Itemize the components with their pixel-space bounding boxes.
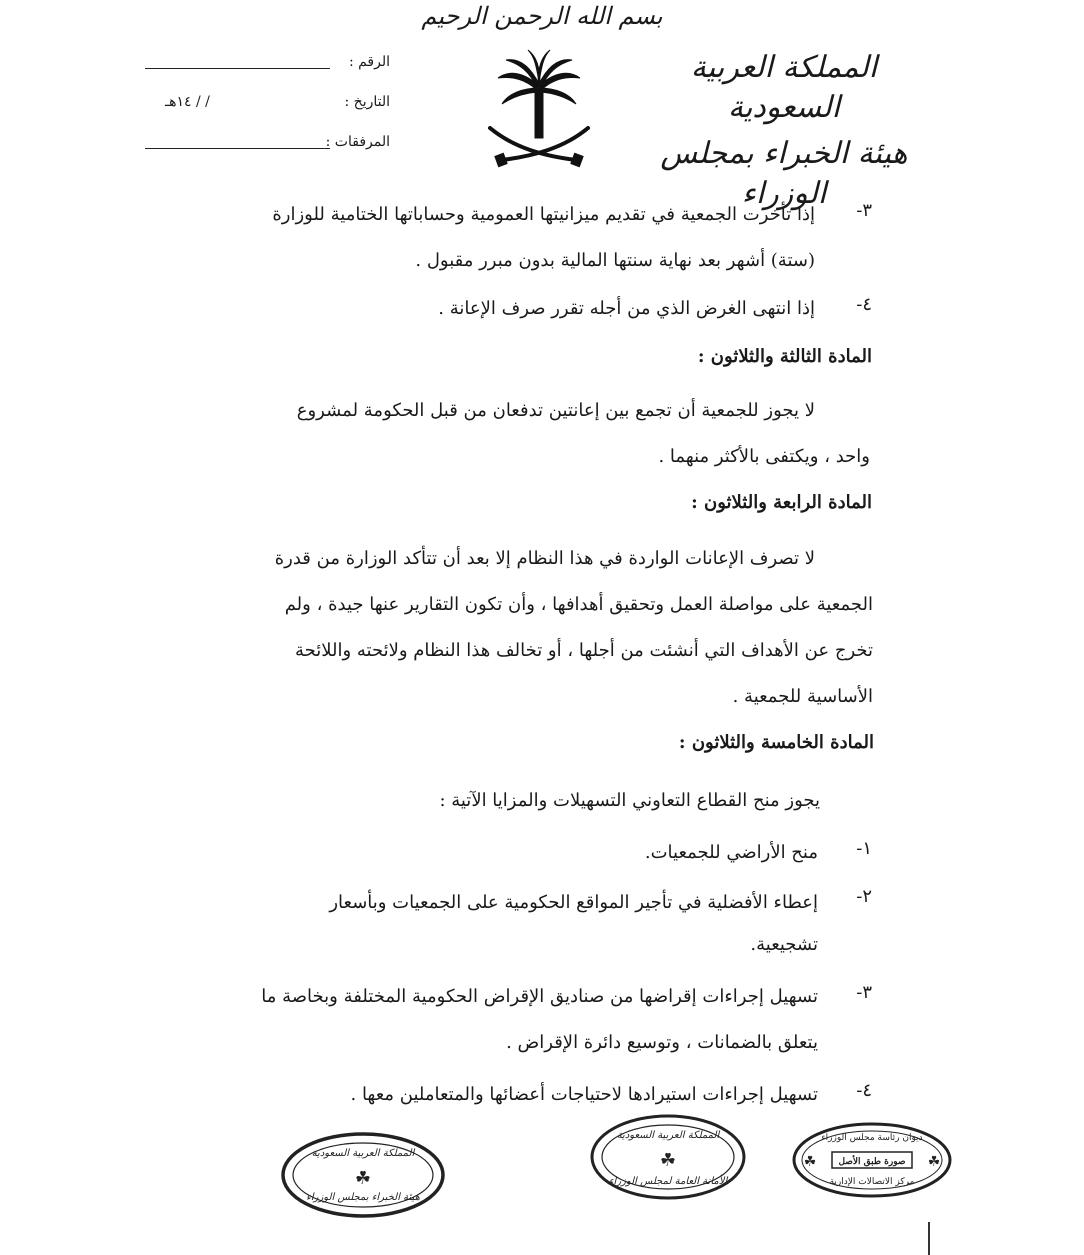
article-33-title: المادة الثالثة والثلاثون : <box>697 346 872 367</box>
organization-header <box>634 48 934 214</box>
list-item: تسهيل إجراءات استيرادها لاحتياجات أعضائها والمتعاملين معها . <box>350 1084 818 1105</box>
list-item-continued: تشجيعية. <box>750 934 818 955</box>
experts-commission-stamp <box>278 1130 448 1220</box>
stamp3-bottom-text: هيئة الخبراء بمجلس الوزراء <box>306 1192 420 1203</box>
list-number: ٣- <box>856 982 872 1003</box>
org-name-line2: هيئة الخبراء بمجلس الوزراء <box>660 136 908 211</box>
list-number: ٣- <box>856 200 872 221</box>
svg-text:☘: ☘ <box>354 1168 372 1189</box>
basmala: بسم الله الرحمن الرحيم <box>421 2 663 30</box>
attachments-line <box>145 148 330 149</box>
list-number: ٤- <box>856 1080 872 1101</box>
official-stamp-copy <box>790 1120 955 1200</box>
stamp1-bottom-text: مركز الاتصالات الإدارية <box>829 1177 915 1187</box>
number-field <box>145 54 390 94</box>
paragraph-line: (ستة) أشهر بعد نهاية سنتها المالية بدون مبرر مقبول . <box>415 250 815 271</box>
date-field <box>145 94 390 134</box>
stamp2-top-text: المملكة العربية السعودية <box>616 1130 720 1141</box>
paragraph-line: إذا تأخرت الجمعية في تقديم ميزانيتها العمومية وحساباتها الختامية للوزارة <box>272 204 815 225</box>
secretariat-stamp <box>588 1112 748 1202</box>
attachments-field <box>145 134 390 174</box>
list-item: إعطاء الأفضلية في تأجير المواقع الحكومية على الجمعيات وبأسعار <box>329 892 818 913</box>
page-edge-mark <box>928 1222 934 1255</box>
svg-text:☘: ☘ <box>659 1150 677 1171</box>
attachments-label: المرفقات : <box>325 134 390 150</box>
paragraph-line: يجوز منح القطاع التعاوني التسهيلات والمزايا الآتية : <box>439 790 820 811</box>
list-item-continued: يتعلق بالضمانات ، وتوسيع دائرة الإقراض . <box>506 1032 818 1053</box>
number-line <box>145 68 330 69</box>
emblem-icon <box>484 48 594 176</box>
stamp1-top-text: ديوان رئاسة مجلس الوزراء <box>821 1133 923 1143</box>
list-item: منح الأراضي للجمعيات. <box>644 842 818 863</box>
list-item: تسهيل إجراءات إقراضها من صناديق الإقراض الحكومية المختلفة وبخاصة ما <box>261 986 818 1007</box>
palm-swords-emblem <box>484 48 594 176</box>
document-meta-fields <box>145 54 390 174</box>
date-label: التاريخ : <box>344 94 390 110</box>
list-number: ٢- <box>856 886 872 907</box>
article-34-title: المادة الرابعة والثلاثون : <box>691 492 872 513</box>
paragraph-line: تخرج عن الأهداف التي أنشئت من أجلها ، أو تخالف هذا النظام ولائحته واللائحة <box>294 640 873 661</box>
number-label: الرقم : <box>348 54 390 70</box>
paragraph-line: واحد ، ويكتفى بالأكثر منهما . <box>658 446 870 467</box>
svg-text:☘: ☘ <box>927 1154 941 1170</box>
paragraph-line: الجمعية على مواصلة العمل وتحقيق أهدافها ، وأن تكون التقارير عنها جيدة ، ولم <box>284 594 873 615</box>
paragraph-line: إذا انتهى الغرض الذي من أجله تقرر صرف الإعانة . <box>438 298 815 319</box>
article-35-title: المادة الخامسة والثلاثون : <box>678 732 874 753</box>
svg-text:☘: ☘ <box>803 1154 817 1170</box>
list-number: ٤- <box>856 294 872 315</box>
paragraph-line: لا تصرف الإعانات الواردة في هذا النظام إلا بعد أن تتأكد الوزارة من قدرة <box>274 548 815 569</box>
list-number: ١- <box>856 838 872 859</box>
paragraph-line: الأساسية للجمعية . <box>732 686 873 707</box>
org-name-line1: المملكة العربية السعودية <box>690 50 878 125</box>
stamp1-mid-text: صورة طبق الأصل <box>838 1157 906 1167</box>
stamp3-top-text: المملكة العربية السعودية <box>311 1148 415 1159</box>
date-value: / / ١٤هـ <box>165 94 210 110</box>
stamp2-bottom-text: الأمانة العامة لمجلس الوزراء <box>608 1176 728 1187</box>
paragraph-line: لا يجوز للجمعية أن تجمع بين إعانتين تدفعان من قبل الحكومة لمشروع <box>296 400 815 421</box>
